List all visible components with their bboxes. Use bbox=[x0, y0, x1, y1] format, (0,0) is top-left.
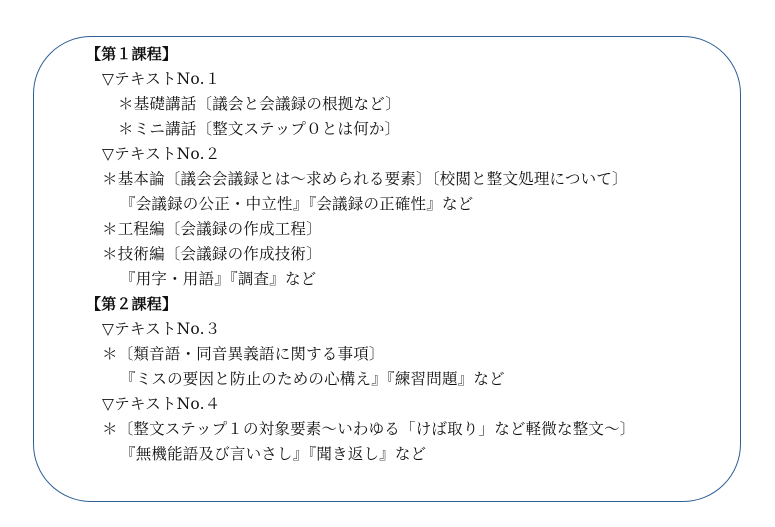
course-outline bbox=[86, 42, 746, 467]
text2-item-1-detail: 『会議録の公正・中立性』『会議録の正確性』など bbox=[120, 195, 474, 213]
course1-heading: 【第１課程】 bbox=[86, 45, 178, 63]
text4-item-1-detail: 『無機能語及び言いさし』『聞き返し』など bbox=[120, 445, 427, 463]
text2-item-2: ＊工程編〔会議録の作成工程〕 bbox=[102, 220, 322, 238]
text1-item-1: ＊基礎講話〔議会と会議録の根拠など〕 bbox=[118, 95, 401, 113]
text3-title: ▽テキストNo.３ bbox=[102, 320, 221, 338]
text1-item-2: ＊ミニ講話〔整文ステップ０とは何か〕 bbox=[118, 120, 401, 138]
text2-title: ▽テキストNo.２ bbox=[102, 145, 221, 163]
text3-item-1: ＊〔類音語・同音異義語に関する事項〕 bbox=[102, 345, 385, 363]
text2-item-1: ＊基本論〔議会会議録とは～求められる要素〕〔校閲と整文処理について〕 bbox=[102, 170, 628, 188]
text2-item-3-detail: 『用字・用語』『調査』など bbox=[120, 270, 317, 288]
text1-title: ▽テキストNo.１ bbox=[102, 70, 221, 88]
text4-item-1: ＊〔整文ステップ１の対象要素～いわゆる「けば取り」など軽微な整文～〕 bbox=[102, 420, 636, 438]
course2-heading: 【第２課程】 bbox=[86, 295, 178, 313]
text4-title: ▽テキストNo.４ bbox=[102, 395, 221, 413]
text2-item-3: ＊技術編〔会議録の作成技術〕 bbox=[102, 245, 322, 263]
text3-item-1-detail: 『ミスの要因と防止のための心構え』『練習問題』など bbox=[120, 370, 505, 388]
